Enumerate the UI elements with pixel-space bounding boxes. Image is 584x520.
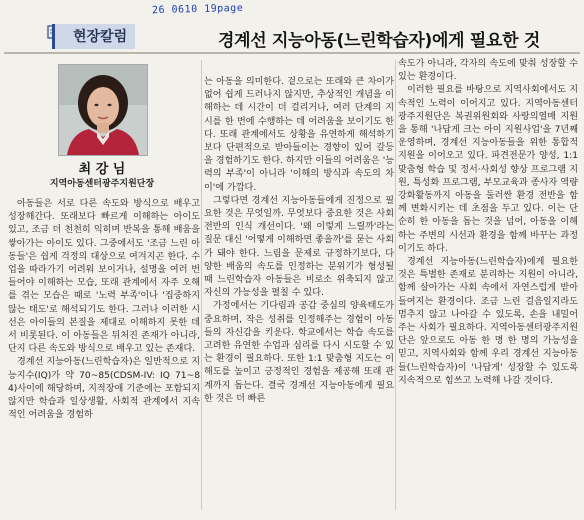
section-label: 현장칼럼 — [52, 24, 135, 49]
column-header — [0, 18, 584, 52]
paragraph: 경계선 지능아동(느린학습자)은 일반적으로 지능지수(IQ)가 약 70~85(CDSM-IV: IQ 71~84)사이에 해당하며, 지적장애 기준에는 포함되지 않지만 학습과 일상생활, 사회적 관계에서 지속적인 어려움을 경험하 — [8, 357, 200, 421]
author-name: 최 강 님 — [78, 162, 126, 177]
paragraph: 는 아동을 의미한다. 겉으로는 또래와 큰 차이가 없어 쉽게 드러나지 않지만, 추상적인 개념을 이해하는 데 시간이 더 걸리거나, 여러 단계의 지시를 한 번에 수행하는 데 어려움을 보이기도 한다. 또래 관계에서도 상황을 유연하게 해석하기보다 단편적으로 받아들이는 경향이 있어 갈등을 경험하기도 한다. 하지만 이들의 어려움은 '능력의 부족'이 아니라 '이해의 방식과 속도의 차이'에 가깝다. — [204, 77, 394, 193]
date-page-stamp: 26 0610 19page — [151, 2, 244, 17]
paragraph: 그렇다면 경계선 지능아동들에게 진정으로 필요한 것은 무엇일까. 무엇보다 중요한 것은 사회 전반의 인식 개선이다. '왜 이렇게 느릴까'라는 질문 대신 '어떻게 이해하면 좋을까'를 묻는 사회가 돼야 한다. 느림을 문제로 규정하기보다, 다양한 배움의 속도를 인정하는 분위기가 형성될 때 느린학습자 아동들은 비로소 위축되지 않고 자신의 가능성을 펼칠 수 있다. — [204, 195, 394, 299]
article-column-3 — [398, 58, 578, 388]
paragraph: 아동들은 서로 다른 속도와 방식으로 배우고 성장해간다. 또래보다 빠르게 이해하는 아이도 있고, 조금 더 천천히 익히며 반복을 통해 배움을 쌓아가는 아이도 있다. 그중에서도 '조금 느린 아동들'은 쉽게 걱정의 대상으로 여겨지곤 한다. 수업을 따라가기 어려워 보이거나, 설명을 여러 번 들어야 이해하는 모습, 또래 관계에서 자주 오해를 겪는 모습은 때로 '노력 부족'이나 '집중하지 않는 태도'로 해석되기도 한다. 그러나 이러한 시선은 아이들의 본질을 제대로 이해하지 못한 데서 비롯된다. 이 아동들은 뒤처진 존재가 아니라, 단지 다른 속도와 방식으로 배우고 있는 존재다. — [8, 199, 200, 355]
paragraph: 경계선 지능아동(느린학습자)에게 필요한 것은 특별한 존재로 분리하는 지원이 아니라, 함께 살아가는 사회 속에서 자연스럽게 받아들여지는 환경이다. 조금 느린 걸음일지라도 멈추지 않고 나아갈 수 있도록, 손을 내밀어 주는 사회가 필요하다. 지역아동센터광주지원단은 앞으로도 아동 한 명 한 명의 가능성을 믿고, 지역사회와 함께 우리 경계선 지능아동들(느린학습자)이 '나답게' 성장할 수 있도록 지속적으로 힘쓰고 노력해 나갈 것이다. — [398, 257, 578, 386]
header-rule — [4, 52, 580, 54]
paragraph: 속도가 아니라, 각자의 속도에 맞춰 성장할 수 있는 환경이다. — [398, 59, 578, 83]
headline: 경계선 지능아동(느린학습자)에게 필요한 것 — [218, 31, 540, 51]
author-title: 지역아동센터광주지원단장 — [49, 179, 155, 189]
article-column-2 — [204, 76, 394, 406]
author-photo — [58, 64, 148, 156]
paragraph: 가정에서는 기다림과 공감 중심의 양육태도가 중요하며, 작은 성취를 인정해주는 경험이 아동들의 자신감을 키운다. 학교에서는 학습 속도를 고려한 유연한 수업과 심리를 다시 시도할 수 있는 환경이 필요하다. 또한 1:1 맞춤형 지도는 이해도를 높이고 긍정적인 경험을 제공해 또래 관계까지 돕는다. 결국 경계선 지능아동에게 필요한 것은 더 빠른 — [204, 301, 394, 404]
paragraph: 이러한 필요를 바탕으로 지역사회에서도 지속적인 노력이 이어지고 있다. 지역아동센터광주지원단은 복권위원회와 사랑의열매 지원을 통해 '나답게 크는 아이 지원사업'을 7년째 운영하며, 경계선 지능아동들을 위한 통합적 지원을 이어오고 있다. 파견전문가 양성, 1:1 맞춤형 학습 및 정서·사회성 향상 프로그램 지원, 특성화 프로그램, 부모교육과 종사자 역량강화활동까지 아동을 둘러싼 환경 전반을 함께 변화시키는 데 초점을 두고 있다. 이는 단순히 한 아동을 돕는 것을 넘어, 아동을 이해하는 주변의 시선과 환경을 함께 바꾸는 과정이기도 하다. — [398, 85, 578, 254]
column-divider — [395, 60, 396, 510]
article-column-1 — [8, 198, 200, 422]
column-divider — [201, 60, 202, 510]
